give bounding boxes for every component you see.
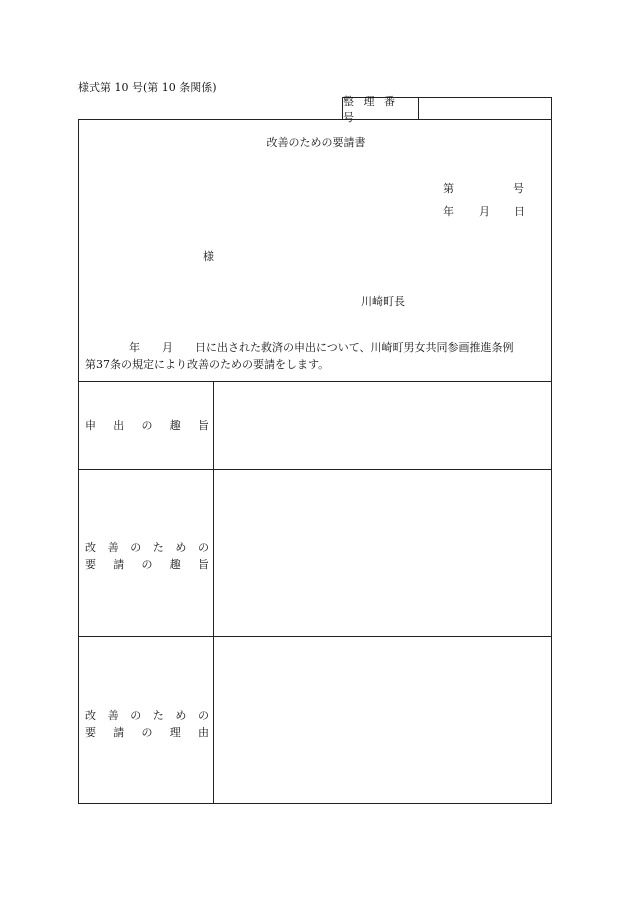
label-char: の: [130, 541, 142, 554]
request-statement: [85, 339, 547, 373]
reference-number-field[interactable]: [419, 98, 551, 119]
label-char: 善: [107, 709, 119, 722]
date-year-label: 年: [443, 205, 454, 218]
label-char: の: [141, 419, 153, 432]
label-char: 趣: [169, 558, 181, 571]
reference-number-box: [342, 94, 552, 124]
row-label-improvement-purpose: [85, 539, 209, 573]
request-purpose-field[interactable]: [214, 382, 551, 469]
document-number-suffix: 号: [513, 182, 524, 195]
label-line: [85, 417, 209, 434]
label-char: 旨: [198, 419, 209, 432]
label-line: [85, 539, 209, 556]
reference-number-label: 整 理 番 号: [343, 98, 419, 119]
improvement-purpose-field[interactable]: [214, 470, 551, 636]
label-char: 要: [85, 726, 96, 739]
label-char: 改: [85, 709, 96, 722]
label-char: 旨: [198, 558, 209, 571]
label-char: 趣: [169, 419, 181, 432]
label-char: 善: [107, 541, 119, 554]
label-char: 改: [85, 541, 96, 554]
label-char: の: [197, 541, 209, 554]
label-char: め: [175, 709, 187, 722]
label-char: 出: [113, 419, 125, 432]
date-month-label: 月: [479, 205, 490, 218]
row-label-improvement-reason: [85, 707, 209, 741]
row-label-request-purpose: [85, 417, 209, 434]
document-number-prefix: 第: [443, 182, 454, 195]
label-char: 要: [85, 558, 96, 571]
document-title: 改善のための要請書: [266, 136, 366, 149]
request-form: [78, 119, 552, 804]
label-char: 請: [113, 558, 125, 571]
form-number-label: 様式第 10 号(第 10 条関係): [78, 81, 217, 94]
label-char: 申: [85, 419, 96, 432]
label-char: の: [130, 709, 142, 722]
request-statement-line: 年 月 日に出された救済の申出について、川崎町男女共同参画推進条例: [85, 341, 514, 354]
label-char: 由: [198, 726, 209, 739]
label-char: の: [197, 709, 209, 722]
label-char: 請: [113, 726, 125, 739]
label-line: [85, 556, 209, 573]
addressee-honorific: 様: [203, 250, 214, 263]
label-char: た: [152, 709, 164, 722]
label-char: た: [152, 541, 164, 554]
date-day-label: 日: [514, 205, 525, 218]
label-line: [85, 707, 209, 724]
label-char: の: [141, 726, 153, 739]
request-statement-line: 第37条の規定により改善のための要請をします。: [85, 358, 330, 371]
issuer-name: 川崎町長: [361, 295, 405, 308]
label-char: の: [141, 558, 153, 571]
label-char: 理: [169, 726, 181, 739]
improvement-reason-field[interactable]: [214, 637, 551, 803]
label-line: [85, 724, 209, 741]
label-char: め: [175, 541, 187, 554]
